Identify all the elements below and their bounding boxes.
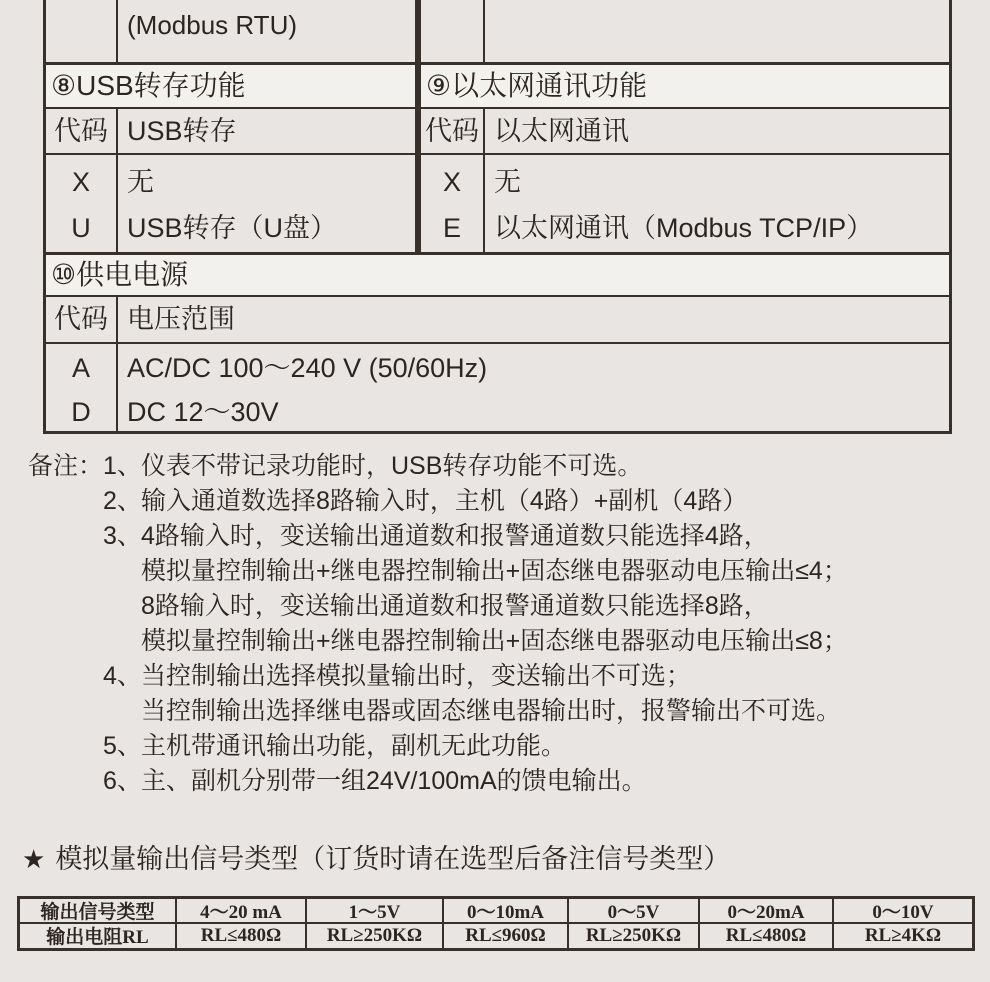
note-number: 6、 <box>103 767 142 795</box>
analog-signal-heading-text: 模拟量输出信号类型（订货时请在选型后备注信号类型） <box>55 844 731 874</box>
signal-type-0-10v: 0～10V <box>834 899 972 924</box>
note-number <box>103 554 141 589</box>
note-text: 4路输入时，变送输出通道数和报警通道数只能选择4路， <box>141 522 769 550</box>
partial-desc-cell-right <box>485 0 949 62</box>
power-code-header: 代码 <box>46 297 118 342</box>
section-header-row-10 <box>46 252 949 295</box>
note-line-3-cont-3 <box>28 624 978 659</box>
notes-block <box>28 449 978 799</box>
usb-code-x: X <box>71 167 90 197</box>
note-text: 8路输入时，变送输出通道数和报警通道数只能选择8路， <box>141 592 769 620</box>
note-line-4 <box>28 659 978 694</box>
note-text: 模拟量控制输出+继电器控制输出+固态继电器驱动电压输出≤4； <box>141 557 848 585</box>
section-title-ethernet: ⑨以太网通讯功能 <box>421 65 949 107</box>
note-text: 当控制输出选择模拟量输出时，变送输出不可选； <box>141 662 692 690</box>
note-line-3 <box>28 519 978 554</box>
note-line-6 <box>28 764 978 799</box>
usb-code-u: U <box>71 213 91 243</box>
note-number <box>103 589 141 624</box>
ethernet-desc-cell <box>485 155 949 252</box>
resistance-0-5v: RL≥250KΩ <box>569 924 700 949</box>
ethernet-code-header: 代码 <box>421 109 485 153</box>
resistance-1-5v: RL≥250KΩ <box>307 924 444 949</box>
body-row-10 <box>46 342 949 431</box>
note-line-4-cont-1 <box>28 694 978 729</box>
resistance-0-10ma: RL≤960Ω <box>444 924 569 949</box>
note-text: 主机带通讯输出功能，副机无此功能。 <box>141 732 567 760</box>
note-text: 仪表不带记录功能时，USB转存功能不可选。 <box>141 452 643 480</box>
partial-top-row <box>46 0 949 62</box>
note-number <box>103 694 141 729</box>
section-header-row-8-9 <box>46 62 949 107</box>
usb-name-header: USB转存 <box>118 109 421 153</box>
column-header-row-8-9 <box>46 107 949 153</box>
note-line-3-cont-2 <box>28 589 978 624</box>
note-number: 2、 <box>103 487 142 515</box>
column-header-row-10 <box>46 295 949 342</box>
signal-type-0-10ma: 0～10mA <box>444 899 569 924</box>
note-line-5 <box>28 729 978 764</box>
analog-signal-heading <box>22 841 730 877</box>
modbus-rtu-cell: (Modbus RTU) <box>118 0 421 62</box>
signal-type-table <box>17 896 975 951</box>
note-text: 模拟量控制输出+继电器控制输出+固态继电器驱动电压输出≤8； <box>141 627 848 655</box>
star-icon: ★ <box>22 844 46 874</box>
note-text: 主、副机分别带一组24V/100mA的馈电输出。 <box>141 767 647 795</box>
power-range-header: 电压范围 <box>127 304 235 334</box>
ethernet-desc-tcpip: 以太网通讯（Modbus TCP/IP） <box>494 213 874 243</box>
usb-code-header: 代码 <box>46 109 118 153</box>
resistance-0-20ma: RL≤480Ω <box>700 924 834 949</box>
signal-type-header: 输出信号类型 <box>20 899 177 924</box>
usb-desc-none: 无 <box>127 167 154 197</box>
ethernet-code-e: E <box>442 213 461 243</box>
signal-type-0-20ma: 0～20mA <box>700 899 834 924</box>
notes-label: 备注： <box>28 452 104 480</box>
power-code-d: D <box>71 397 91 427</box>
signal-type-0-5v: 0～5V <box>569 899 700 924</box>
ethernet-code-x: X <box>442 167 461 197</box>
ethernet-name-header: 以太网通讯 <box>494 116 629 146</box>
resistance-0-10v: RL≥4KΩ <box>864 924 942 946</box>
section-title-power: ⑩供电电源 <box>46 255 949 295</box>
power-desc-ac: AC/DC 100～240 V (50/60Hz) <box>127 353 488 383</box>
power-code-cell <box>46 344 118 431</box>
ethernet-code-cell <box>421 155 485 252</box>
partial-code-cell-right <box>421 0 485 62</box>
note-number: 4、 <box>103 662 142 690</box>
resistance-4-20ma: RL≤480Ω <box>177 924 307 949</box>
power-code-a: A <box>71 353 90 383</box>
power-desc-cell <box>118 344 949 431</box>
note-text: 输入通道数选择8路输入时，主机（4路）+副机（4路） <box>141 487 748 515</box>
signal-type-1-5v: 1～5V <box>307 899 444 924</box>
resistance-header: 输出电阻RL <box>20 924 177 949</box>
ethernet-desc-none: 无 <box>494 167 521 197</box>
note-line-2 <box>28 484 978 519</box>
partial-code-cell-left <box>46 0 118 62</box>
note-number: 5、 <box>103 732 142 760</box>
note-number: 3、 <box>103 522 142 550</box>
note-line-1 <box>28 449 978 484</box>
note-number: 1、 <box>103 452 142 480</box>
power-desc-dc: DC 12～30V <box>127 397 279 427</box>
note-line-3-cont-1 <box>28 554 978 589</box>
signal-type-4-20ma: 4～20 mA <box>177 899 307 924</box>
body-row-8-9 <box>46 153 949 252</box>
note-number <box>103 624 141 659</box>
note-text: 当控制输出选择继电器或固态继电器输出时，报警输出不可选。 <box>141 697 842 725</box>
usb-desc-cell <box>118 155 421 252</box>
usb-code-cell <box>46 155 118 252</box>
usb-desc-udisk: USB转存（U盘） <box>127 213 338 243</box>
section-title-usb: ⑧USB转存功能 <box>46 65 421 107</box>
ordering-code-table <box>43 0 952 434</box>
